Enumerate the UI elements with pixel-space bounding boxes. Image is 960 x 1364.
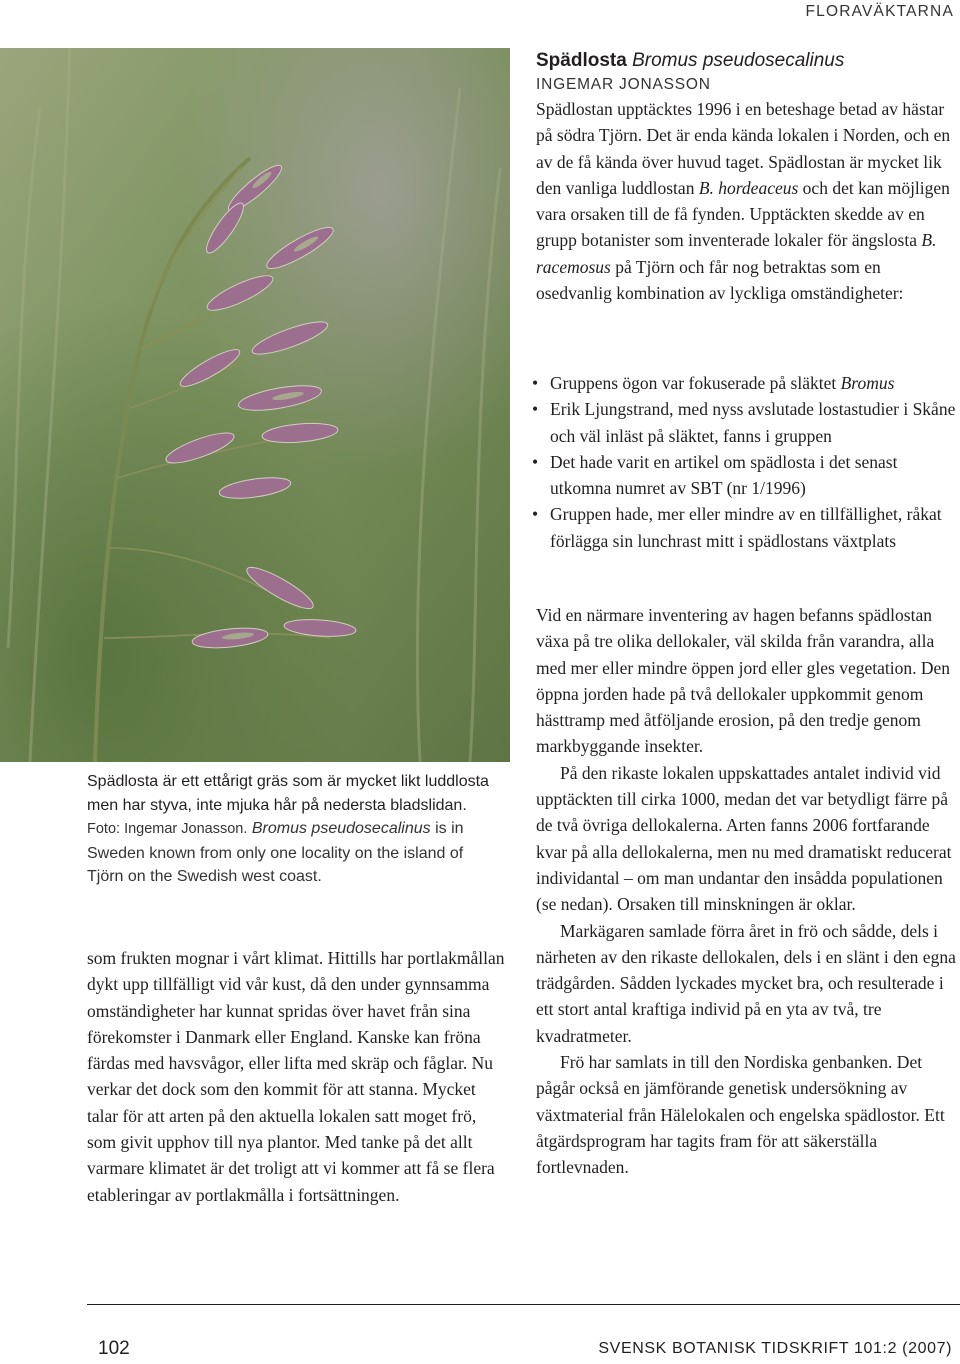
bromus-plant-image (0, 48, 510, 762)
list-item (536, 370, 960, 396)
list-item: • Det hade varit en artikel om spädlosta i det senast utkomna numret av SBT (nr 1/1996) (536, 449, 960, 502)
species-name: B. hordeaceus (698, 177, 799, 198)
species-name: B. racemosus (536, 230, 937, 277)
article-title (536, 48, 960, 74)
left-column-text (87, 945, 507, 1208)
paragraph: Frö har samlats in till den Nordiska genbanken. Det pågår också en jämförande genetisk undersökning av växtmaterial från Hälelokalen och engelska spädlostor. Ett åtgärdsprogram har tagits fram för att säkerställa fortlevnaden. (536, 1052, 945, 1178)
grass-photo (0, 48, 510, 762)
right-column-text (536, 602, 960, 1181)
article-header (536, 48, 960, 95)
paragraph (536, 96, 960, 306)
footer-rule (87, 1304, 960, 1305)
list-item: • Erik Ljungstrand, med nyss avslutade lostastudier i Skåne och väl inläst på släktet, fanns i gruppen (536, 396, 960, 449)
article-intro (536, 96, 960, 306)
paragraph: På den rikaste lokalen uppskattades antalet individ vid upptäckten till cirka 1000, medan det var betydligt färre på de två övriga dellokalerna. Arten fanns 2006 fortfarande kvar på alla dellokalerna, men nu med dramatiskt reducerat individantal – om man undantar den insådda populationen (se nedan). Orsaken till minskningen är oklar. (536, 762, 952, 915)
author: INGEMAR JONASSON (536, 76, 711, 93)
caption-species: Bromus pseudosecalinus (251, 820, 431, 837)
list-item-text: Gruppens ögon var fokuserade på släktet (550, 373, 837, 393)
title-latin-name: Bromus pseudosecalinus (632, 50, 845, 71)
running-head: FLORAVÄKTARNA (805, 3, 954, 20)
page-number: 102 (98, 1338, 130, 1359)
list-item: • Gruppen hade, mer eller mindre av en tillfällighet, råkat förlägga sin lunchrast mitt i spädlostans växtplats (536, 501, 960, 554)
paragraph: Vid en närmare inventering av hagen befanns spädlostan växa på tre olika dellokaler, väl skilda från varandra, alla med mer eller mindre öppen jord eller gles vegetation. Den öppna jorden hade på två dellokaler uppkommit genom hästtramp med åtföljande erosion, på den tredje genom markbyggande insekter. (536, 605, 951, 757)
journal-name: SVENSK BOTANISK TIDSKRIFT 101:2 (2007) (598, 1340, 952, 1357)
bullet-list (536, 370, 960, 554)
paragraph: Markägaren samlade förra året in frö och sådde, dels i närheten av den rikaste dellokalen, dels i en slänt i den egna trädgården. Sådden lyckades mycket bra, och resulterade i ett stort antal kraftiga individ på en yta av två, tre kvadratmeter. (536, 920, 956, 1046)
genus-name: Bromus (840, 373, 895, 393)
paragraph: som frukten mognar i vårt klimat. Hittills har portlakmållan dykt upp tillfälligt vid vår kust, då den under gynnsamma omständigheter har kunnat spridas över havet från sina förekomster i Danmark eller England. Kanske kan fröna färdas med havsvågor, eller lifta med skräp och fåglar. Nu verkar det dock som den kommit för att stanna. Mycket talar för att arten på den aktuella lokalen satt moget frö, som givit upphov till nya plantor. Med tanke på det allt varmare klimatet är det troligt att vi kommer att få se flera etableringar av portlakmålla i fortsättningen. (87, 948, 505, 1205)
intro-text: på Tjörn och får nog betraktas som en osedvanlig kombination av lyckliga omständigheter: (536, 256, 904, 304)
photo-caption (87, 770, 497, 889)
caption-credit: Foto: Ingemar Jonasson. (87, 821, 248, 837)
intro-text: Spädlostan upptäcktes 1996 i en beteshage betad av hästar på södra Tjörn. Det är enda kända lokalen i Norden, och en av de få kända över huvud taget. Spädlostan är mycket lik den vanliga luddlostan (536, 99, 951, 198)
title-common-name: Spädlosta (536, 50, 627, 71)
caption-english-text: is in Sweden known from only one locality on the island of Tjörn on the Swedish west coast. (87, 820, 464, 885)
caption-lead: Spädlosta är ett ettårigt gräs som är mycket likt luddlosta men har styva, inte mjuka hår på nedersta bladslidan. (87, 773, 489, 814)
intro-text: och det kan möjligen vara orsaken till de få fynden. Upptäckten skedde av en grupp botanister som inventerade lokaler för ängslosta (536, 177, 950, 251)
